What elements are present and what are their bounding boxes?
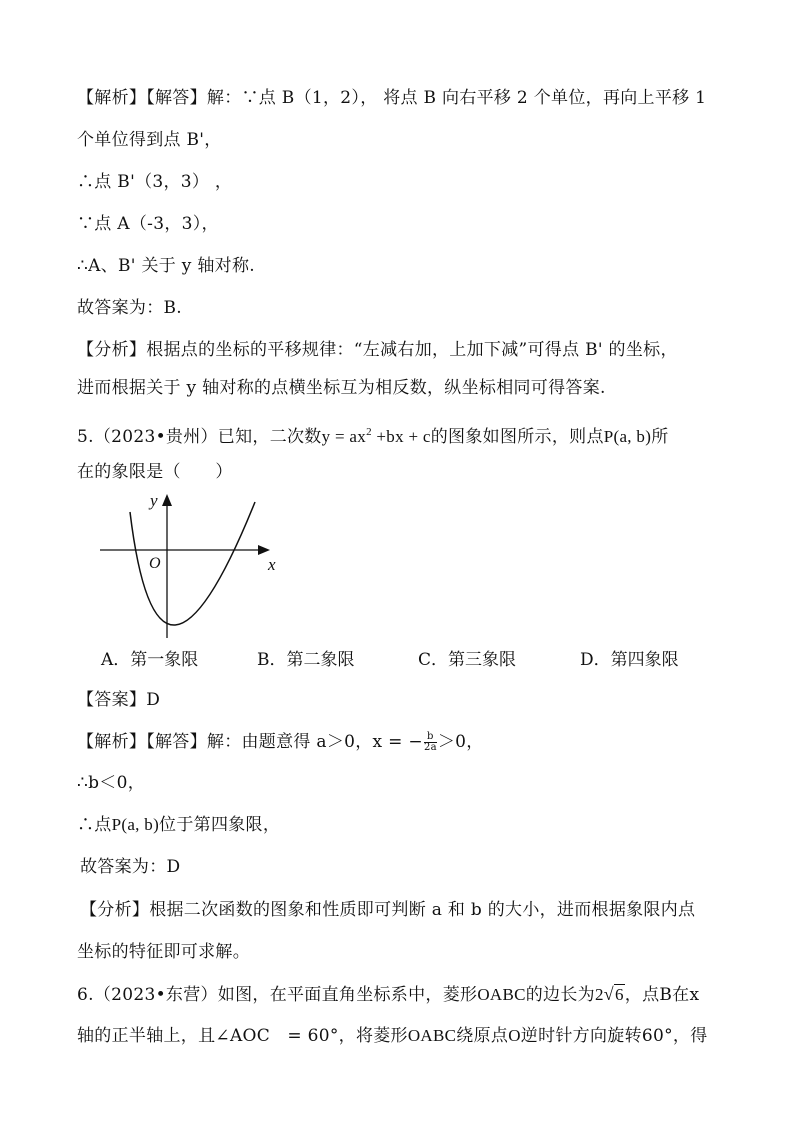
q5-point-p: P(a, b) (111, 815, 160, 834)
q5-solution-text: 【解析】【解答】解：由题意得 a＞0，x = − (77, 732, 423, 752)
q5-solution-line-3 (77, 813, 280, 837)
q5-analysis-line-2: 坐标的特征即可求解。 (77, 942, 250, 962)
q5-answer-line: 故答案为：D (80, 857, 181, 877)
question-6-line-1 (77, 982, 699, 1007)
fraction (424, 732, 437, 753)
question-6-line-2-suffix: 逆时针方向旋转60°，得 (520, 1026, 708, 1046)
question-5-mid: 的图象如图所示，则点 (430, 427, 604, 447)
option-b: B．第二象限 (257, 650, 355, 670)
q5-solution-line-1 (77, 730, 484, 754)
equation-part-b: +bx + c (371, 427, 431, 446)
solution-line-2: 个单位得到点 B'， (77, 130, 222, 150)
answer-label: 【答案】D (77, 690, 161, 710)
question-6-mid: 的边长为 (525, 985, 595, 1005)
question-5-line-1 (77, 420, 669, 449)
q5-solution-3-suffix: 位于第四象限， (159, 815, 281, 835)
question-6-prefix: 6.（2023•东营）如图，在平面直角坐标系中，菱形 (77, 985, 478, 1005)
rhombus-name-2: OABC (407, 1026, 457, 1045)
point-p: P(a, b) (603, 427, 652, 446)
solution-line-4: ∵点 A（-3，3）， (77, 214, 219, 234)
fraction-numerator: b (424, 732, 437, 743)
equation-exponent: 2 (366, 426, 372, 438)
side-length (595, 985, 625, 1004)
q5-solution-3-prefix: ∴点 (77, 815, 112, 835)
equation-part-a: y = ax (321, 427, 367, 446)
q5-solution-line-2: ∴b＜0， (77, 773, 146, 793)
x-axis-arrow (258, 545, 270, 555)
radical-sign: √ (603, 984, 614, 1004)
equation (322, 427, 431, 446)
q5-solution-inequality: ＞0， (437, 732, 484, 752)
parabola-graph (100, 488, 280, 638)
question-6-line-2-mid: 绕原点 (456, 1026, 509, 1046)
solution-line-3: ∴点 B'（3，3） ， (77, 172, 233, 192)
origin-label: O (149, 555, 161, 572)
option-a: A．第一象限 (101, 650, 199, 670)
sqrt-coefficient: 2 (594, 985, 604, 1004)
option-d: D．第四象限 (580, 650, 679, 670)
solution-line-5: ∴A、B' 关于 y 轴对称. (77, 256, 255, 276)
question-6-line-2-prefix: 轴的正半轴上，且∠AOC = 60°，将菱形 (77, 1026, 408, 1046)
question-5-line-2: 在的象限是（ ） (77, 462, 233, 482)
fraction-denominator: 2a (423, 742, 437, 753)
question-5-prefix: 5.（2023•贵州）已知，二次数 (77, 427, 322, 447)
q5-analysis-line-1: 【分析】根据二次函数的图象和性质即可判断 a 和 b 的大小，进而根据象限内点 (80, 900, 696, 920)
answer-line: 故答案为：B. (77, 298, 182, 318)
radicand: 6 (614, 985, 624, 1004)
question-6-suffix: ，点B在x (624, 985, 700, 1005)
option-c: C．第三象限 (418, 650, 517, 670)
y-axis-arrow (162, 494, 172, 506)
analysis-line-2: 进而根据关于 y 轴对称的点横坐标互为相反数，纵坐标相同可得答案. (77, 378, 606, 398)
rhombus-name: OABC (477, 985, 526, 1004)
y-axis-label: y (150, 491, 158, 510)
sqrt-expression (604, 982, 625, 1007)
origin-o: O (508, 1026, 521, 1045)
analysis-line-1: 【分析】根据点的坐标的平移规律：“左减右加，上加下减”可得点 B' 的坐标， (77, 340, 678, 360)
solution-line-1: 【解析】【解答】解：∵点 B（1，2）， 将点 B 向右平移 2 个单位，再向上平移 1 (77, 88, 707, 108)
x-axis-label: x (268, 555, 276, 574)
question-5-suffix: 所 (651, 427, 669, 447)
question-6-line-2 (77, 1024, 708, 1048)
